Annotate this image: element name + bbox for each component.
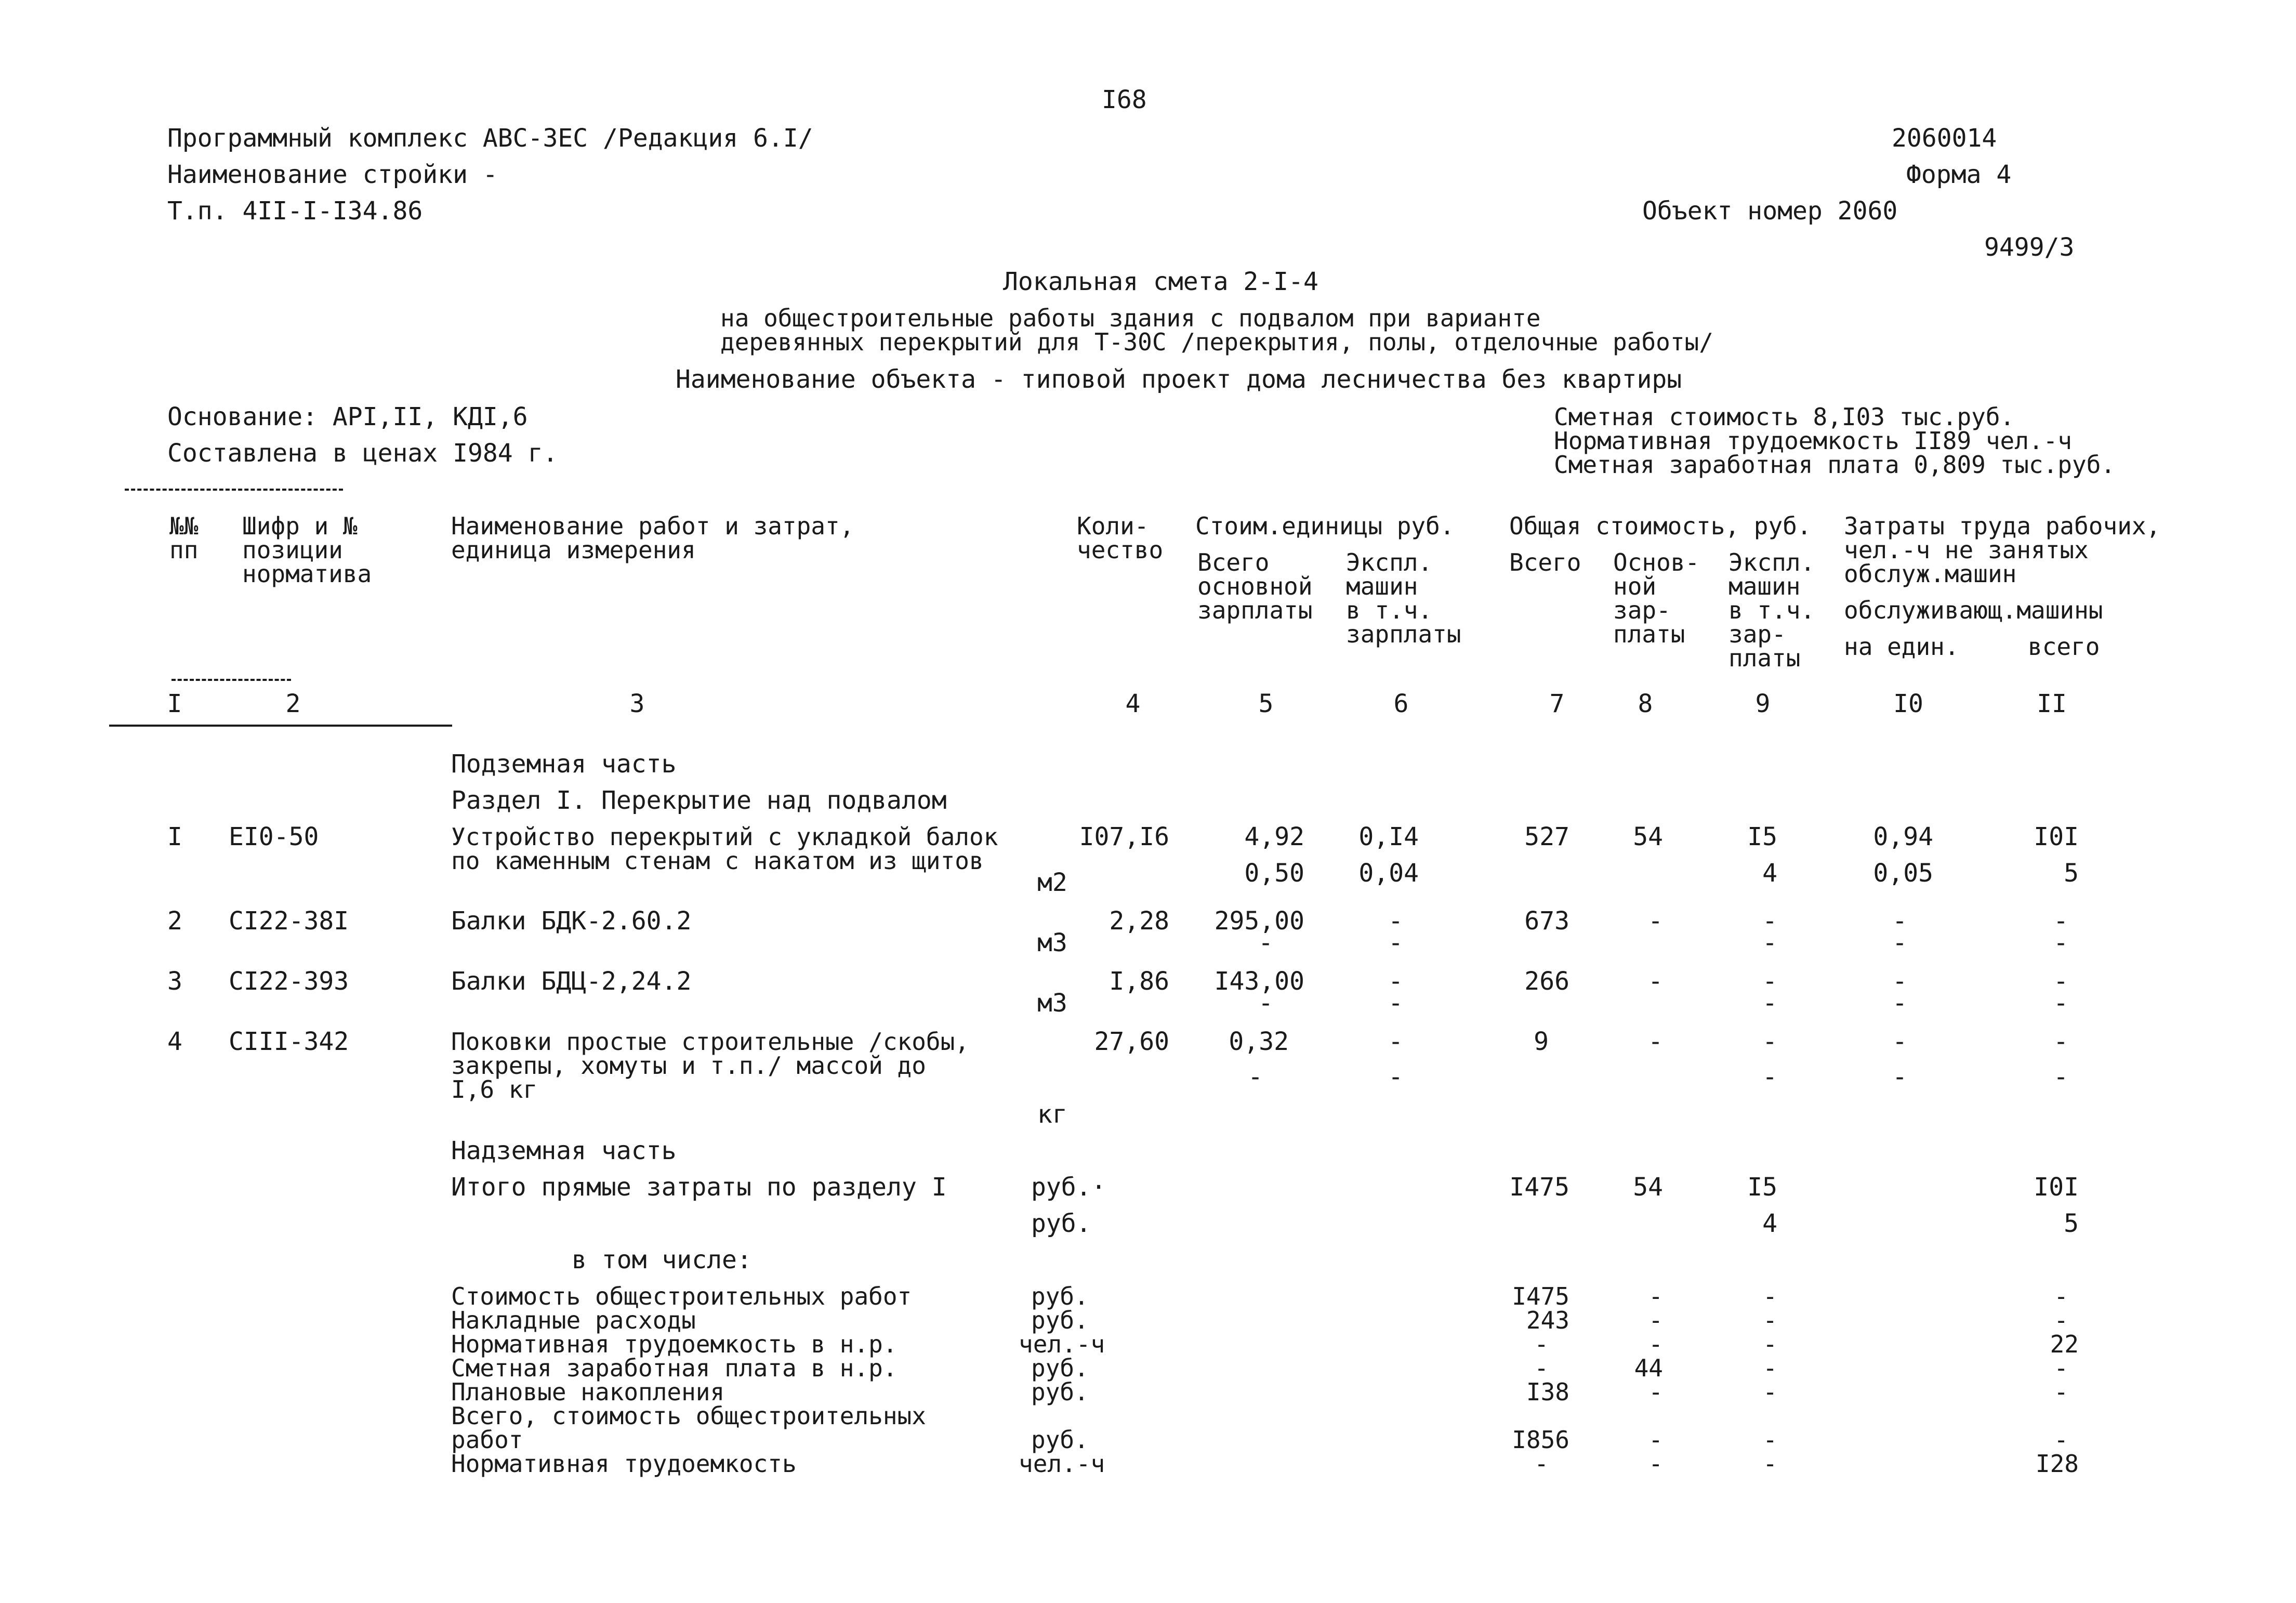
summary-unit: чел.-ч <box>1019 1450 1105 1478</box>
row-c5-wage: - <box>1258 928 1273 957</box>
header-divider <box>125 489 343 491</box>
row-c6: 0,I4 <box>1358 822 1419 851</box>
labor-header-d: обслуживающ.машины <box>1844 596 2103 624</box>
row-number: I <box>167 822 182 851</box>
row-c10: - <box>1892 967 1907 996</box>
row-unit: м3 <box>1037 928 1067 957</box>
row-c5-wage: - <box>1258 989 1273 1018</box>
row-c7: 673 <box>1524 906 1569 936</box>
total-cost-header: Общая стоимость, руб. <box>1509 512 1812 540</box>
row-c5-wage: - <box>1248 1062 1263 1092</box>
summary-c8: 44 <box>1634 1354 1663 1382</box>
row-c6-wage: - <box>1388 1062 1403 1092</box>
col9-header-d: зар- <box>1728 620 1786 648</box>
row-number: 2 <box>167 906 182 936</box>
row-c8: - <box>1648 906 1663 936</box>
row-code: СI22-38I <box>229 906 349 936</box>
col8-header-c: зар- <box>1613 596 1671 624</box>
row-c9-wage: - <box>1762 1062 1777 1092</box>
summary-label: Стоимость общестроительных работ <box>451 1282 912 1310</box>
col10-header: на един. <box>1844 633 1959 661</box>
summary-unit: руб. <box>1031 1354 1089 1382</box>
summary-unit: руб. <box>1031 1282 1089 1310</box>
row-name-3: I,6 кг <box>451 1075 538 1103</box>
estimated-wages: Сметная заработная плата 0,809 тыс.руб. <box>1554 451 2116 479</box>
summary-c9: - <box>1763 1330 1777 1358</box>
summary-c7: 243 <box>1526 1306 1569 1334</box>
col6-header-d: зарплаты <box>1346 620 1461 648</box>
col4-header-a: Коли- <box>1077 512 1149 540</box>
summary-c9: - <box>1763 1354 1777 1382</box>
col-number: 9 <box>1755 689 1771 718</box>
col8-header-b: ной <box>1613 572 1657 600</box>
object-name: Наименование объекта - типовой проект дома лесничества без квартиры <box>676 365 1682 394</box>
row-c11: - <box>2053 906 2068 936</box>
col-number: 7 <box>1549 689 1565 718</box>
summary-c11: I28 <box>2035 1450 2079 1478</box>
direct-costs-c7: I475 <box>1509 1173 1569 1202</box>
direct-costs-c9: I5 <box>1747 1173 1777 1202</box>
summary-c7: - <box>1534 1330 1549 1358</box>
summary-c7: I856 <box>1512 1426 1569 1454</box>
row-c9: - <box>1762 906 1777 936</box>
col6-header-b: машин <box>1346 572 1418 600</box>
row-quantity: I07,I6 <box>1079 822 1169 851</box>
row-c5-wage: 0,50 <box>1244 859 1304 888</box>
col6-header-a: Экспл. <box>1346 548 1433 576</box>
col-number: I0 <box>1893 689 1923 718</box>
col9-header-b: машин <box>1728 572 1801 600</box>
col8-header-d: платы <box>1613 620 1685 648</box>
row-c9-wage: - <box>1762 928 1777 957</box>
summary-unit: руб. <box>1031 1306 1089 1334</box>
summary-c11: - <box>2054 1378 2068 1406</box>
summary-c7: - <box>1534 1354 1549 1382</box>
col-number: 8 <box>1638 689 1653 718</box>
summary-c9: - <box>1763 1378 1777 1406</box>
row-c5: 295,00 <box>1214 906 1304 936</box>
summary-c9: - <box>1763 1426 1777 1454</box>
row-c5: 4,92 <box>1244 822 1304 851</box>
row-c11: - <box>2053 1027 2068 1056</box>
construction-name: Наименование стройки - <box>167 160 498 189</box>
col11-header: всего <box>2028 633 2100 661</box>
row-c10-b: - <box>1892 1062 1907 1092</box>
summary-label: Нормативная трудоемкость в н.р. <box>451 1330 898 1358</box>
row-name-1: Балки БДК-2.60.2 <box>451 906 692 936</box>
col9-header-a: Экспл. <box>1728 548 1815 576</box>
col8-header-a: Основ- <box>1613 548 1700 576</box>
object-number: Объект номер 2060 <box>1642 196 1898 226</box>
row-c6: - <box>1388 967 1403 996</box>
summary-c9: - <box>1763 1450 1777 1478</box>
summary-c7: I475 <box>1512 1282 1569 1310</box>
row-number: 4 <box>167 1027 182 1056</box>
row-quantity: I,86 <box>1109 967 1169 996</box>
row-c10-b: - <box>1892 928 1907 957</box>
row-c11-b: - <box>2053 989 2068 1018</box>
row-c7: 527 <box>1524 822 1569 851</box>
section-aboveground: Надземная часть <box>451 1136 677 1165</box>
summary-unit: руб. <box>1031 1426 1089 1454</box>
row-c6-wage: - <box>1388 989 1403 1018</box>
summary-c11: - <box>2054 1426 2068 1454</box>
row-c7: 266 <box>1524 967 1569 996</box>
summary-c8: - <box>1648 1450 1663 1478</box>
labor-header-b: чел.-ч не занятых <box>1844 536 2089 564</box>
form-label: Форма 4 <box>1906 160 2012 189</box>
direct-costs-label: Итого прямые затраты по разделу I <box>451 1173 947 1202</box>
row-c9: - <box>1762 967 1777 996</box>
row-code: СI22-393 <box>229 967 349 996</box>
summary-c7: - <box>1534 1450 1549 1478</box>
row-name-1: Балки БДЦ-2,24.2 <box>451 967 692 996</box>
row-c7: 9 <box>1534 1027 1549 1056</box>
summary-c8: - <box>1648 1378 1663 1406</box>
header-divider-short <box>171 679 291 681</box>
summary-c9: - <box>1763 1282 1777 1310</box>
col-number: 3 <box>629 689 645 718</box>
summary-c11: 22 <box>2050 1330 2079 1358</box>
direct-costs-c11-b: 5 <box>2064 1209 2079 1238</box>
row-quantity: 2,28 <box>1109 906 1169 936</box>
col-number: 4 <box>1125 689 1141 718</box>
row-c6-wage: 0,04 <box>1358 859 1419 888</box>
direct-costs-unit: руб.· <box>1031 1173 1106 1202</box>
summary-c8: - <box>1648 1330 1663 1358</box>
summary-c8: - <box>1648 1306 1663 1334</box>
table-header-rule <box>109 725 452 727</box>
col1-header-b: пп <box>169 536 199 564</box>
col3-header-b: единица измерения <box>451 536 696 564</box>
row-c9-wage: - <box>1762 989 1777 1018</box>
software-line: Программный комплекс АВС-ЗЕС /Редакция 6.I/ <box>167 124 813 153</box>
summary-c11: - <box>2054 1306 2068 1334</box>
row-c11: - <box>2053 967 2068 996</box>
including-label: в том числе: <box>572 1245 752 1274</box>
row-quantity: 27,60 <box>1094 1027 1169 1056</box>
col2-header-a: Шифр и № <box>242 512 358 540</box>
summary-label: Сметная заработная плата в н.р. <box>451 1354 898 1382</box>
row-c6-wage: - <box>1388 928 1403 957</box>
row-c11-b: - <box>2053 928 2068 957</box>
col9-header-c: в т.ч. <box>1728 596 1815 624</box>
summary-c11: - <box>2054 1282 2068 1310</box>
col-number: 6 <box>1393 689 1409 718</box>
estimate-title: Локальная смета 2-I-4 <box>1003 267 1318 296</box>
row-code: ЕI0-50 <box>229 822 319 851</box>
summary-label: Накладные расходы <box>451 1306 696 1334</box>
summary-c9: - <box>1763 1306 1777 1334</box>
labor-header-a: Затраты труда рабочих, <box>1844 512 2161 540</box>
col2-header-b: позиции <box>242 536 343 564</box>
row-c9-wage: 4 <box>1762 859 1777 888</box>
col3-header-a: Наименование работ и затрат, <box>451 512 854 540</box>
summary-c8: - <box>1648 1282 1663 1310</box>
row-c8: - <box>1648 967 1663 996</box>
col6-header-c: в т.ч. <box>1346 596 1433 624</box>
section-underground: Подземная часть <box>451 750 677 779</box>
col5-header-c: зарплаты <box>1197 596 1313 624</box>
direct-costs-unit-2: руб. <box>1031 1209 1091 1238</box>
direct-costs-c8: 54 <box>1633 1173 1663 1202</box>
col9-header-e: платы <box>1728 644 1801 672</box>
row-c10: - <box>1892 906 1907 936</box>
col-number: 2 <box>285 689 301 718</box>
row-c10: - <box>1892 1027 1907 1056</box>
col4-header-b: чество <box>1077 536 1164 564</box>
summary-c8: - <box>1648 1426 1663 1454</box>
row-c6: - <box>1388 1027 1403 1056</box>
direct-costs-c9-wage: 4 <box>1762 1209 1777 1238</box>
unit-cost-header: Стоим.единицы руб. <box>1195 512 1455 540</box>
direct-costs-c11: I0I <box>2034 1173 2079 1202</box>
col2-header-c: норматива <box>242 560 372 588</box>
row-c6: - <box>1388 906 1403 936</box>
col5-header-a: Всего <box>1197 548 1270 576</box>
section-title: Раздел I. Перекрытие над подвалом <box>451 786 947 815</box>
row-c9: - <box>1762 1027 1777 1056</box>
row-c10-b: 0,05 <box>1873 859 1933 888</box>
summary-label: Нормативная трудоемкость <box>451 1450 797 1478</box>
row-c11-b: - <box>2053 1062 2068 1092</box>
row-name-1: Поковки простые строительные /скобы, <box>451 1028 969 1056</box>
row-c5: 0,32 <box>1229 1027 1289 1056</box>
row-unit: м3 <box>1037 989 1067 1018</box>
project-code: Т.п. 4II-I-I34.86 <box>167 196 423 226</box>
row-c10-b: - <box>1892 989 1907 1018</box>
row-unit: кг <box>1037 1100 1067 1129</box>
row-c11: I0I <box>2034 822 2079 851</box>
estimate-subtitle-2: деревянных перекрытий для Т-30С /перекрытия, полы, отделочные работы/ <box>720 328 1713 356</box>
row-code: СIII-342 <box>229 1027 349 1056</box>
row-c5: I43,00 <box>1214 967 1304 996</box>
col-number: II <box>2037 689 2067 718</box>
estimated-cost: Сметная стоимость 8,I03 тыс.руб. <box>1554 403 2015 431</box>
row-name-2: закрепы, хомуты и т.п./ массой до <box>451 1052 926 1080</box>
row-c11-b: 5 <box>2064 859 2079 888</box>
document-code: 2060014 <box>1892 124 1997 153</box>
summary-label-cont: работ <box>451 1426 523 1454</box>
summary-c11: - <box>2054 1354 2068 1382</box>
summary-unit: чел.-ч <box>1019 1330 1105 1358</box>
row-c8: - <box>1648 1027 1663 1056</box>
summary-unit: руб. <box>1031 1378 1089 1406</box>
page-number: I68 <box>1102 85 1147 114</box>
labor-header-c: обслуж.машин <box>1844 560 2017 588</box>
col1-header-a: №№ <box>169 512 199 540</box>
row-c8: 54 <box>1633 822 1663 851</box>
row-name-2: по каменным стенам с накатом из щитов <box>451 847 984 875</box>
estimate-subtitle-1: на общестроительные работы здания с подвалом при варианте <box>720 304 1541 332</box>
row-name-1: Устройство перекрытий с укладкой балок <box>451 823 998 851</box>
col-number: 5 <box>1258 689 1274 718</box>
labor-intensity: Нормативная трудоемкость II89 чел.-ч <box>1554 427 2072 455</box>
row-number: 3 <box>167 967 182 996</box>
price-level-line: Составлена в ценах I984 г. <box>167 439 558 468</box>
row-c9: I5 <box>1747 822 1777 851</box>
col-number: I <box>167 689 182 718</box>
col7-header-a: Всего <box>1509 548 1581 576</box>
row-unit: м2 <box>1037 868 1067 897</box>
summary-label: Всего, стоимость общестроительных <box>451 1402 926 1430</box>
sheet-number: 9499/3 <box>1984 233 2075 262</box>
col5-header-b: основной <box>1197 572 1313 600</box>
row-c10: 0,94 <box>1873 822 1933 851</box>
summary-c7: I38 <box>1526 1378 1569 1406</box>
basis-line: Основание: АРI,II, КДI,6 <box>167 402 528 431</box>
summary-label: Плановые накопления <box>451 1378 725 1406</box>
